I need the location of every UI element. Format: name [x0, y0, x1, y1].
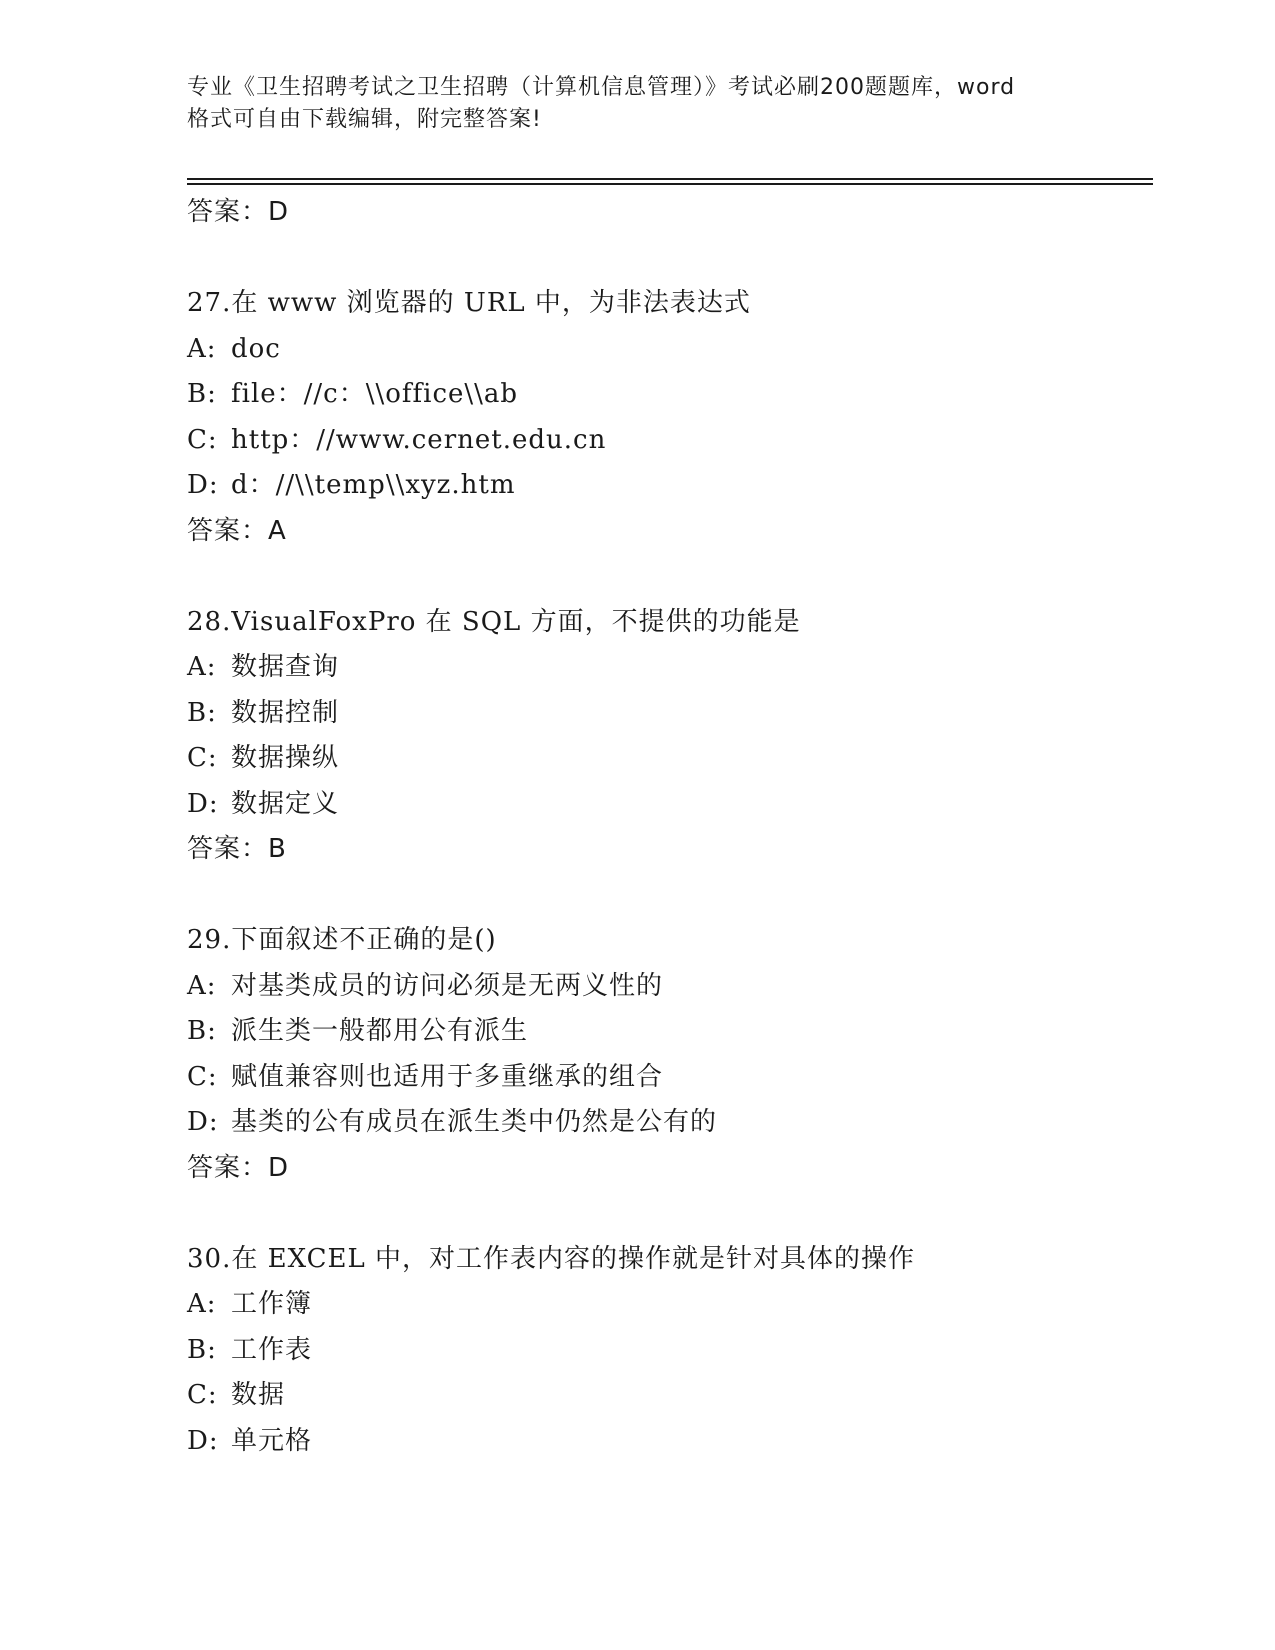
option-b: [187, 1328, 1147, 1374]
answer-line-26: 答案：D: [187, 197, 290, 227]
option-d: [187, 1419, 1147, 1465]
question-block-29: [187, 918, 1147, 1191]
header-divider-top: [187, 178, 1153, 180]
option-label: D:: [187, 788, 219, 819]
option-text: file：//c：\\office\\ab: [231, 379, 519, 409]
header-title-line-1: 专业《卫生招聘考试之卫生招聘（计算机信息管理）》考试必刷200题题库，word: [187, 75, 1016, 100]
question-text: 30.在 EXCEL 中，对工作表内容的操作就是针对具体的操作: [187, 1243, 916, 1274]
option-label: B:: [187, 379, 217, 409]
option-label: C:: [187, 1380, 218, 1410]
option-d: [187, 1100, 1147, 1146]
answer-line: 答案：A: [187, 515, 287, 546]
option-a: [187, 964, 1147, 1010]
option-text: 对基类成员的访问必须是无两义性的: [231, 970, 664, 1001]
option-c: [187, 1373, 1147, 1419]
option-text: 工作表: [231, 1334, 313, 1365]
question-list: [187, 190, 1147, 1464]
option-label: D:: [187, 470, 219, 500]
option-text: 数据: [231, 1380, 286, 1410]
answer-line: 答案：B: [187, 834, 287, 864]
option-text: http：//www.cernet.edu.cn: [231, 424, 607, 455]
header-divider-bottom: [187, 183, 1153, 185]
option-label: D:: [187, 1425, 219, 1456]
option-label: B:: [187, 1016, 217, 1046]
question-text: 27.在 www 浏览器的 URL 中，为非法表达式: [187, 288, 751, 318]
option-label: A:: [187, 1289, 217, 1319]
option-text: 基类的公有成员在派生类中仍然是公有的: [231, 1107, 718, 1137]
question-text: 29.下面叙述不正确的是(): [187, 925, 497, 955]
option-label: B:: [187, 697, 217, 728]
header-title-line-2: 格式可自由下载编辑，附完整答案!: [187, 107, 542, 132]
question-text: 28.VisualFoxPro 在 SQL 方面，不提供的功能是: [187, 606, 801, 637]
answer-line: 答案：D: [187, 1152, 290, 1183]
question-block-30: [187, 1237, 1147, 1465]
option-text: 工作簿: [231, 1289, 313, 1319]
option-b: [187, 1009, 1147, 1055]
option-a: [187, 327, 1147, 373]
option-label: C:: [187, 1061, 218, 1092]
option-b: [187, 372, 1147, 418]
option-label: A:: [187, 333, 217, 364]
option-c: [187, 418, 1147, 464]
option-text: 数据控制: [231, 697, 340, 728]
option-text: doc: [231, 333, 281, 364]
option-text: 数据查询: [231, 652, 340, 682]
question-block-27: [187, 281, 1147, 554]
option-c: [187, 736, 1147, 782]
option-text: d：//\\temp\\xyz.htm: [231, 470, 516, 500]
option-text: 数据操纵: [231, 743, 340, 773]
option-label: C:: [187, 424, 218, 455]
question-block-28: [187, 600, 1147, 873]
option-text: 单元格: [231, 1425, 313, 1456]
option-c: [187, 1055, 1147, 1101]
option-label: A:: [187, 652, 217, 682]
option-d: [187, 782, 1147, 828]
option-text: 数据定义: [231, 788, 340, 819]
option-label: C:: [187, 743, 218, 773]
option-text: 赋值兼容则也适用于多重继承的组合: [231, 1061, 664, 1092]
option-label: D:: [187, 1107, 219, 1137]
option-a: [187, 645, 1147, 691]
document-header: [187, 72, 1087, 136]
option-b: [187, 691, 1147, 737]
option-label: B:: [187, 1334, 217, 1365]
option-d: [187, 463, 1147, 509]
option-text: 派生类一般都用公有派生: [231, 1016, 529, 1046]
option-a: [187, 1282, 1147, 1328]
option-label: A:: [187, 970, 217, 1001]
